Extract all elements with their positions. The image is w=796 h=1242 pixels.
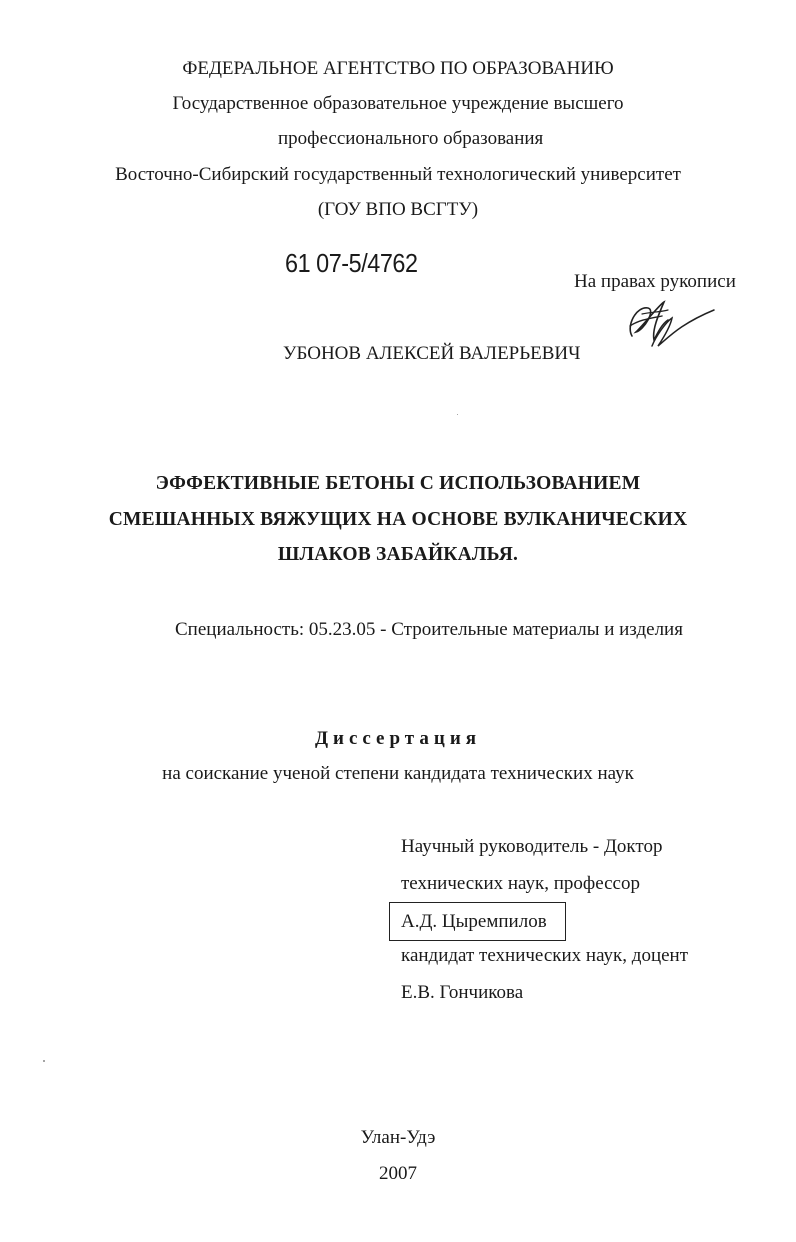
university-abbreviation: (ГОУ ВПО ВСГТУ) <box>317 199 479 220</box>
archive-stamp-number: 61 07-5/4762 <box>285 248 418 278</box>
supervisor-name-1: А.Д. Цыремпилов <box>401 911 547 932</box>
institution-line-1: Государственное образовательное учреждение высшего <box>172 93 624 114</box>
city: Улан-Удэ <box>360 1127 436 1148</box>
dissertation-title-line-3: ШЛАКОВ ЗАБАЙКАЛЬЯ. <box>277 544 519 565</box>
scan-speck <box>43 1060 45 1062</box>
supervisor-name-2: Е.В. Гончикова <box>401 982 524 1003</box>
dissertation-title-line-2: СМЕШАННЫХ ВЯЖУЩИХ НА ОСНОВЕ ВУЛКАНИЧЕСКИХ <box>108 509 688 530</box>
institution-line-2: профессионального образования <box>278 128 544 149</box>
specialty-line: Специальность: 05.23.05 - Строительные материалы и изделия <box>175 619 683 640</box>
author-name: УБОНОВ АЛЕКСЕЙ ВАЛЕРЬЕВИЧ <box>283 343 581 364</box>
dissertation-title-line-1: ЭФФЕКТИВНЫЕ БЕТОНЫ С ИСПОЛЬЗОВАНИЕМ <box>155 473 641 494</box>
university-name: Восточно-Сибирский государственный технологический университет <box>115 164 681 185</box>
handwritten-signature <box>622 296 722 352</box>
supervisor-line-3: кандидат технических наук, доцент <box>401 945 689 966</box>
manuscript-rights-note: На правах рукописи <box>574 271 736 292</box>
document-type: Диссертация <box>314 728 482 749</box>
supervisor-line-2: технических наук, профессор <box>401 873 640 894</box>
scan-speck <box>457 414 458 415</box>
degree-line: на соискание ученой степени кандидата технических наук <box>162 763 634 784</box>
year: 2007 <box>379 1163 417 1184</box>
agency-heading: ФЕДЕРАЛЬНОЕ АГЕНТСТВО ПО ОБРАЗОВАНИЮ <box>182 58 614 79</box>
supervisor-line-1: Научный руководитель - Доктор <box>401 836 663 857</box>
